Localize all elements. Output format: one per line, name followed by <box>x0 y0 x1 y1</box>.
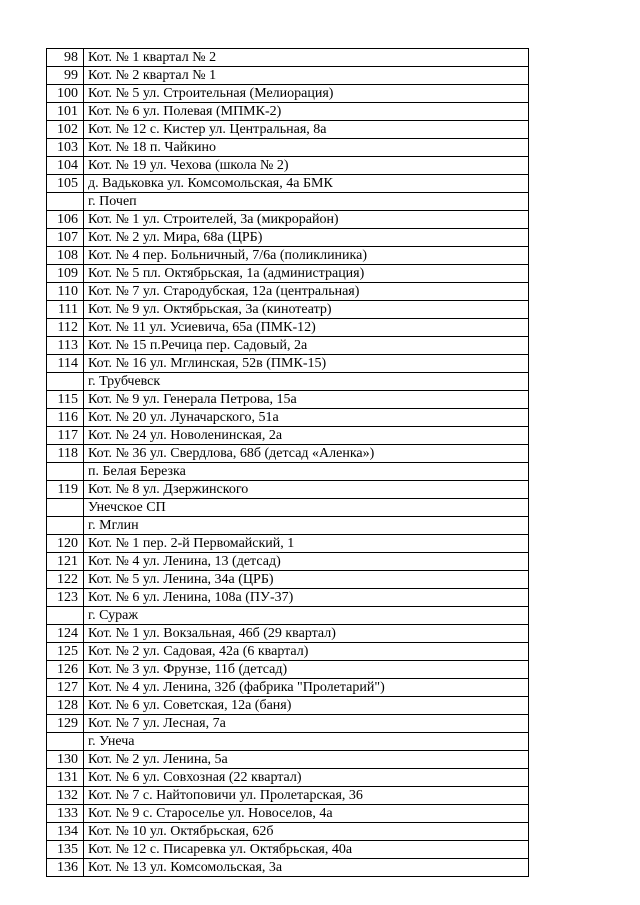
boiler-list-table <box>46 48 529 877</box>
row-number-cell: 136 <box>47 859 84 877</box>
locality-heading-cell: г. Сураж <box>84 607 529 625</box>
table-row <box>47 409 529 427</box>
section-header-row <box>47 607 529 625</box>
row-number-cell: 110 <box>47 283 84 301</box>
row-number-cell: 113 <box>47 337 84 355</box>
row-number-cell: 127 <box>47 679 84 697</box>
boiler-description-cell: Кот. № 19 ул. Чехова (школа № 2) <box>84 157 529 175</box>
row-number-cell: 109 <box>47 265 84 283</box>
table-row <box>47 751 529 769</box>
table-row <box>47 589 529 607</box>
row-number-cell: 101 <box>47 103 84 121</box>
table-row <box>47 445 529 463</box>
row-number-cell: 130 <box>47 751 84 769</box>
table-row <box>47 769 529 787</box>
table-row <box>47 823 529 841</box>
locality-heading-cell: г. Почеп <box>84 193 529 211</box>
boiler-description-cell: Кот. № 24 ул. Новоленинская, 2а <box>84 427 529 445</box>
boiler-description-cell: Кот. № 16 ул. Мглинская, 52в (ПМК-15) <box>84 355 529 373</box>
section-header-row <box>47 733 529 751</box>
table-row <box>47 481 529 499</box>
boiler-description-cell: Кот. № 18 п. Чайкино <box>84 139 529 157</box>
locality-heading-cell: г. Трубчевск <box>84 373 529 391</box>
row-number-cell: 112 <box>47 319 84 337</box>
row-number-cell <box>47 499 84 517</box>
row-number-cell: 121 <box>47 553 84 571</box>
row-number-cell <box>47 193 84 211</box>
boiler-list-body <box>47 49 529 877</box>
boiler-description-cell: Кот. № 9 ул. Октябрьская, 3а (кинотеатр) <box>84 301 529 319</box>
row-number-cell: 99 <box>47 67 84 85</box>
boiler-description-cell: Кот. № 8 ул. Дзержинского <box>84 481 529 499</box>
locality-heading-cell: г. Мглин <box>84 517 529 535</box>
boiler-description-cell: Кот. № 2 ул. Ленина, 5а <box>84 751 529 769</box>
boiler-description-cell: Кот. № 9 ул. Генерала Петрова, 15а <box>84 391 529 409</box>
table-row <box>47 175 529 193</box>
row-number-cell: 122 <box>47 571 84 589</box>
boiler-description-cell: Кот. № 7 ул. Лесная, 7а <box>84 715 529 733</box>
row-number-cell: 104 <box>47 157 84 175</box>
section-header-row <box>47 499 529 517</box>
table-row <box>47 301 529 319</box>
boiler-description-cell: Кот. № 6 ул. Советская, 12а (баня) <box>84 697 529 715</box>
row-number-cell: 132 <box>47 787 84 805</box>
boiler-description-cell: Кот. № 1 ул. Строителей, 3а (микрорайон) <box>84 211 529 229</box>
boiler-description-cell: Кот. № 4 пер. Больничный, 7/6а (поликлиника) <box>84 247 529 265</box>
row-number-cell: 126 <box>47 661 84 679</box>
table-row <box>47 67 529 85</box>
row-number-cell: 115 <box>47 391 84 409</box>
row-number-cell <box>47 607 84 625</box>
boiler-description-cell: Кот. № 9 с. Староселье ул. Новоселов, 4а <box>84 805 529 823</box>
table-row <box>47 229 529 247</box>
row-number-cell: 105 <box>47 175 84 193</box>
row-number-cell: 123 <box>47 589 84 607</box>
row-number-cell: 98 <box>47 49 84 67</box>
row-number-cell: 133 <box>47 805 84 823</box>
table-row <box>47 391 529 409</box>
table-row <box>47 535 529 553</box>
row-number-cell <box>47 373 84 391</box>
table-row <box>47 139 529 157</box>
boiler-description-cell: Кот. № 4 ул. Ленина, 13 (детсад) <box>84 553 529 571</box>
boiler-description-cell: Кот. № 2 ул. Садовая, 42а (6 квартал) <box>84 643 529 661</box>
boiler-description-cell: Кот. № 7 с. Найтоповичи ул. Пролетарская, 36 <box>84 787 529 805</box>
row-number-cell <box>47 463 84 481</box>
boiler-description-cell: Кот. № 10 ул. Октябрьская, 62б <box>84 823 529 841</box>
row-number-cell: 114 <box>47 355 84 373</box>
row-number-cell: 107 <box>47 229 84 247</box>
table-row <box>47 211 529 229</box>
section-header-row <box>47 517 529 535</box>
table-row <box>47 841 529 859</box>
boiler-description-cell: Кот. № 2 ул. Мира, 68а (ЦРБ) <box>84 229 529 247</box>
table-row <box>47 553 529 571</box>
table-row <box>47 283 529 301</box>
table-row <box>47 697 529 715</box>
boiler-description-cell: Кот. № 36 ул. Свердлова, 68б (детсад «Аленка») <box>84 445 529 463</box>
row-number-cell: 108 <box>47 247 84 265</box>
row-number-cell: 102 <box>47 121 84 139</box>
table-row <box>47 265 529 283</box>
boiler-description-cell: Кот. № 15 п.Речица пер. Садовый, 2а <box>84 337 529 355</box>
row-number-cell: 125 <box>47 643 84 661</box>
table-row <box>47 337 529 355</box>
table-row <box>47 157 529 175</box>
row-number-cell: 103 <box>47 139 84 157</box>
table-row <box>47 319 529 337</box>
row-number-cell: 134 <box>47 823 84 841</box>
locality-heading-cell: г. Унеча <box>84 733 529 751</box>
row-number-cell <box>47 517 84 535</box>
table-row <box>47 427 529 445</box>
table-row <box>47 121 529 139</box>
row-number-cell: 124 <box>47 625 84 643</box>
table-row <box>47 715 529 733</box>
locality-heading-cell: п. Белая Березка <box>84 463 529 481</box>
row-number-cell: 128 <box>47 697 84 715</box>
table-row <box>47 49 529 67</box>
boiler-description-cell: Кот. № 6 ул. Совхозная (22 квартал) <box>84 769 529 787</box>
locality-heading-cell: Унечское СП <box>84 499 529 517</box>
table-row <box>47 679 529 697</box>
table-row <box>47 859 529 877</box>
boiler-description-cell: Кот. № 1 квартал № 2 <box>84 49 529 67</box>
boiler-description-cell: Кот. № 6 ул. Полевая (МПМК-2) <box>84 103 529 121</box>
row-number-cell: 118 <box>47 445 84 463</box>
boiler-description-cell: Кот. № 7 ул. Стародубская, 12а (центральная) <box>84 283 529 301</box>
row-number-cell: 111 <box>47 301 84 319</box>
table-row <box>47 355 529 373</box>
boiler-description-cell: Кот. № 12 с. Писаревка ул. Октябрьская, 40а <box>84 841 529 859</box>
table-row <box>47 625 529 643</box>
row-number-cell: 129 <box>47 715 84 733</box>
table-row <box>47 787 529 805</box>
row-number-cell: 135 <box>47 841 84 859</box>
boiler-description-cell: Кот. № 12 с. Кистер ул. Центральная, 8а <box>84 121 529 139</box>
boiler-description-cell: Кот. № 5 ул. Строительная (Мелиорация) <box>84 85 529 103</box>
row-number-cell: 117 <box>47 427 84 445</box>
boiler-description-cell: Кот. № 11 ул. Усиевича, 65а (ПМК-12) <box>84 319 529 337</box>
table-row <box>47 571 529 589</box>
table-row <box>47 247 529 265</box>
row-number-cell: 106 <box>47 211 84 229</box>
boiler-description-cell: Кот. № 5 ул. Ленина, 34а (ЦРБ) <box>84 571 529 589</box>
section-header-row <box>47 463 529 481</box>
boiler-description-cell: Кот. № 6 ул. Ленина, 108а (ПУ-37) <box>84 589 529 607</box>
boiler-description-cell: Кот. № 13 ул. Комсомольская, 3а <box>84 859 529 877</box>
boiler-description-cell: Кот. № 20 ул. Луначарского, 51а <box>84 409 529 427</box>
boiler-description-cell: Кот. № 4 ул. Ленина, 32б (фабрика "Пролетарий") <box>84 679 529 697</box>
row-number-cell <box>47 733 84 751</box>
row-number-cell: 131 <box>47 769 84 787</box>
section-header-row <box>47 193 529 211</box>
boiler-description-cell: Кот. № 5 пл. Октябрьская, 1а (администрация) <box>84 265 529 283</box>
boiler-description-cell: д. Вадьковка ул. Комсомольская, 4а БМК <box>84 175 529 193</box>
table-row <box>47 103 529 121</box>
table-row <box>47 661 529 679</box>
table-row <box>47 643 529 661</box>
boiler-description-cell: Кот. № 3 ул. Фрунзе, 11б (детсад) <box>84 661 529 679</box>
row-number-cell: 120 <box>47 535 84 553</box>
row-number-cell: 116 <box>47 409 84 427</box>
row-number-cell: 119 <box>47 481 84 499</box>
row-number-cell: 100 <box>47 85 84 103</box>
table-row <box>47 85 529 103</box>
section-header-row <box>47 373 529 391</box>
boiler-description-cell: Кот. № 2 квартал № 1 <box>84 67 529 85</box>
boiler-description-cell: Кот. № 1 пер. 2-й Первомайский, 1 <box>84 535 529 553</box>
table-row <box>47 805 529 823</box>
boiler-description-cell: Кот. № 1 ул. Вокзальная, 46б (29 квартал) <box>84 625 529 643</box>
